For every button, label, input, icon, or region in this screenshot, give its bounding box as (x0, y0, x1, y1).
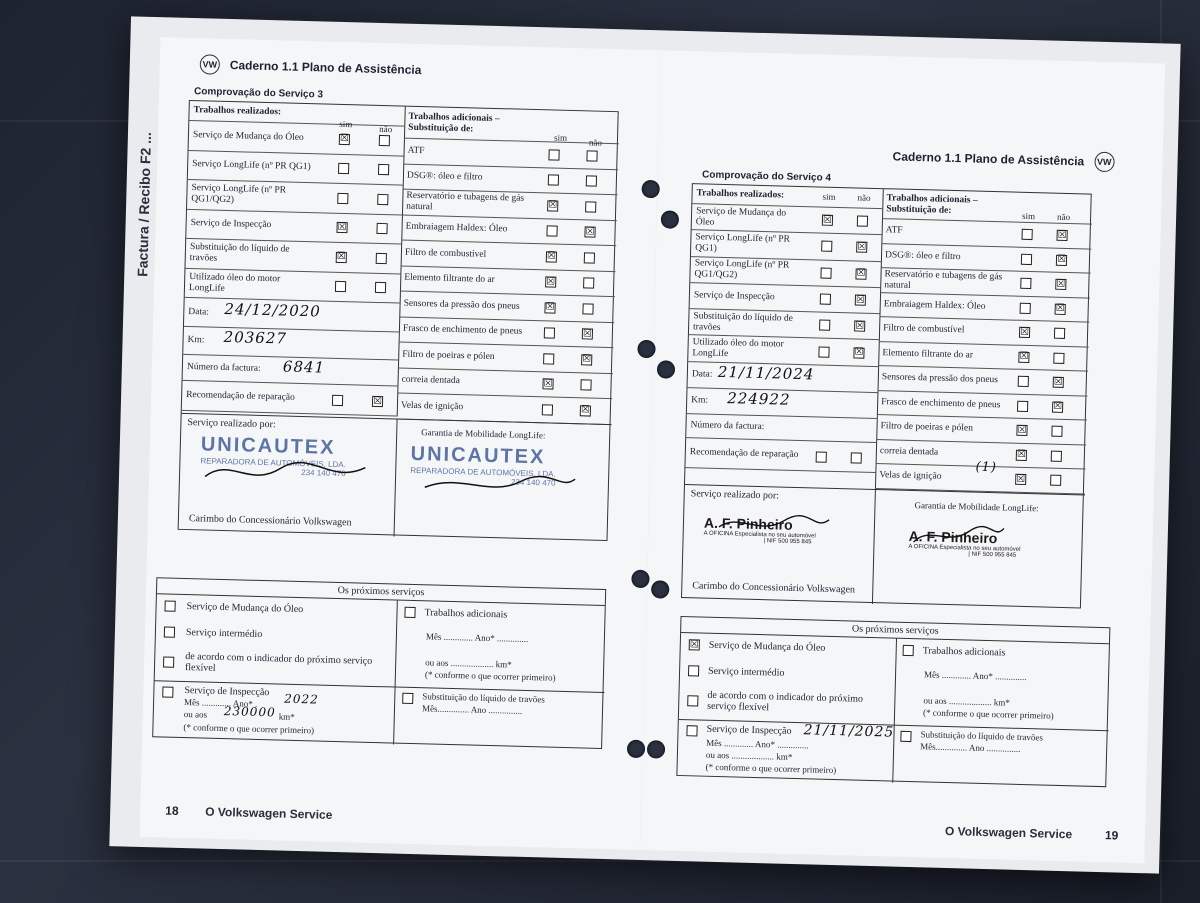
punch-hole (661, 210, 679, 228)
next-insp-checkbox[interactable] (162, 686, 173, 697)
col-adicionais-header: Trabalhos adicionais – Substituição de: (404, 107, 620, 145)
right-next-liq-checkbox[interactable] (900, 731, 911, 742)
velas-note: (1) (975, 459, 998, 476)
left-service-table (178, 100, 619, 541)
side-label: Factura / Recibo F2 ... (134, 131, 155, 277)
km-value: 203627 (223, 327, 288, 348)
right-additional-nao-checkbox[interactable]: ☒ (1057, 229, 1067, 241)
right-additional-label: Reservatório e tubagens de gás natural (884, 268, 1003, 291)
additional-nao-checkbox[interactable] (585, 201, 596, 212)
next-adic-label: Trabalhos adicionais (424, 607, 508, 621)
next-liq-checkbox[interactable] (402, 693, 413, 704)
additional-sim-checkbox[interactable]: ☒ (548, 199, 558, 211)
next-insp-mes: Mês ............. Ano* . (183, 697, 258, 709)
left-page (134, 37, 661, 850)
right-next-inter-checkbox[interactable] (688, 665, 699, 676)
adic-nao-header: não (588, 137, 603, 148)
additional-label: DSG®: óleo e filtro (406, 170, 483, 183)
left-signature-1 (200, 451, 371, 495)
right-page (644, 50, 1165, 863)
additional-label: Filtro de combustível (404, 247, 487, 260)
col-sim-header: sim (339, 118, 353, 130)
additional-sim-checkbox[interactable] (543, 353, 554, 364)
next-insp-ou: ou aos (183, 709, 208, 720)
right-additional-nao-checkbox[interactable]: ☒ (1053, 400, 1063, 413)
punch-hole (647, 740, 665, 758)
right-additional-label: correia dentada (879, 445, 939, 458)
next-oleo-label: Serviço de Mudança do Óleo (186, 601, 304, 616)
left-next-services (152, 577, 606, 749)
recom-sim-checkbox[interactable] (332, 395, 343, 406)
work-nao-checkbox[interactable] (376, 223, 387, 234)
right-additional-nao-checkbox[interactable] (1050, 475, 1061, 486)
right-work-label: Serviço LongLife (nº PR QG1/QG2) (694, 258, 790, 281)
right-next-adic-conforme: (* conforme o que ocorrer primeiro) (922, 707, 1054, 721)
right-next-insp-date-hw: 21/11/2025 (803, 722, 895, 741)
additional-label: Frasco de enchimento de pneus (402, 323, 523, 337)
additional-nao-checkbox[interactable]: ☒ (582, 328, 593, 340)
right-additional-label: Embraiagem Haldex: Óleo (883, 298, 986, 312)
additional-sim-checkbox[interactable]: ☒ (545, 301, 555, 313)
right-additional-nao-checkbox[interactable]: ☒ (1055, 302, 1065, 315)
right-additional-nao-checkbox[interactable] (1051, 426, 1062, 437)
next-adic-ou: ou aos ................... km* (425, 657, 512, 670)
right-work-nao-checkbox[interactable]: ☒ (854, 346, 864, 358)
col-trabalhos-header: Trabalhos realizados: (189, 101, 404, 127)
factura-value: 6841 (282, 357, 326, 377)
additional-label: Velas de ignição (400, 400, 464, 412)
work-label: Serviço de Inspecção (190, 218, 272, 231)
additional-label: Embraiagem Haldex: Óleo (405, 221, 508, 235)
right-next-services (676, 616, 1110, 787)
left-page-number: 18 (165, 803, 179, 818)
right-footer: O Volkswagen Service (944, 823, 1073, 842)
right-work-sim-checkbox[interactable]: ☒ (822, 214, 833, 226)
right-additional-sim-checkbox[interactable]: ☒ (1017, 424, 1027, 436)
right-work-nao-checkbox[interactable]: ☒ (857, 241, 867, 253)
right-work-label: Serviço LongLife (nº PR QG1) (695, 232, 791, 254)
right-signature-1 (714, 507, 835, 540)
punch-hole (657, 360, 675, 378)
left-carimbo: Carimbo do Concessionário Volkswagen (188, 513, 352, 529)
right-header (892, 146, 1114, 172)
next-flex-label: de acordo com o indicador do próximo serviço flexível (184, 651, 373, 674)
right-additional-label: Filtro de combustível (883, 323, 965, 336)
right-next-liq-label: Substituição do líquido de travões (920, 729, 1044, 743)
vw-logo-icon: VW (1094, 152, 1115, 173)
additional-sim-checkbox[interactable] (542, 404, 553, 415)
right-additional-label: Sensores da pressão dos pneus (881, 372, 999, 386)
right-work-nao-checkbox[interactable]: ☒ (855, 320, 865, 332)
additional-nao-checkbox[interactable] (580, 380, 591, 391)
work-sim-checkbox[interactable] (335, 281, 346, 292)
additional-nao-checkbox[interactable]: ☒ (580, 404, 591, 416)
right-data-row: Data: (688, 362, 879, 393)
right-next-oleo-label: Serviço de Mudança do Óleo (708, 639, 826, 654)
right-additional-sim-checkbox[interactable] (1018, 376, 1029, 387)
right-next-oleo-checkbox[interactable]: ☒ (689, 638, 699, 650)
right-next-adic-ou: ou aos ................... km* (923, 695, 1011, 708)
additional-nao-checkbox[interactable] (583, 278, 594, 289)
right-work-sim-checkbox[interactable] (819, 320, 830, 331)
right-next-insp-conforme: (* conforme o que ocorrer primeiro) (705, 761, 837, 776)
right-stamp-1: A. F. Pinheiro A OFICINA Especialista no seu automóvel | NIF 500 955 845 (703, 514, 816, 546)
right-next-inter-label: Serviço intermédio (707, 665, 785, 679)
work-row (185, 268, 401, 303)
right-work-sim-checkbox[interactable] (820, 294, 831, 305)
right-additional-nao-checkbox[interactable]: ☒ (1053, 376, 1063, 388)
recom-nao-checkbox[interactable]: ☒ (372, 395, 383, 407)
next-adic-checkbox[interactable] (404, 607, 415, 618)
work-sim-checkbox[interactable]: ☒ (339, 133, 350, 145)
work-nao-checkbox[interactable] (376, 253, 387, 264)
right-work-nao-checkbox[interactable] (857, 216, 868, 227)
right-signature-2 (908, 520, 1009, 553)
data-value: 24/12/2020 (224, 299, 322, 321)
right-next-insp-checkbox[interactable] (686, 725, 697, 736)
next-oleo-checkbox[interactable] (164, 600, 175, 611)
additional-sim-checkbox[interactable] (548, 175, 559, 186)
right-service-table (681, 183, 1092, 608)
work-label: Serviço LongLife (nº PR QG1/QG2) (191, 183, 287, 206)
work-label: Substituição do líquido de travões (189, 242, 290, 264)
right-recom-row: Recomendação de reparação (685, 438, 876, 473)
right-next-liq-mes: Mês.............. Ano ............... (920, 741, 1021, 754)
additional-label: Sensores da pressão dos pneus (403, 298, 520, 312)
next-insp-km-hw: 230000 (223, 704, 276, 720)
additional-sim-checkbox[interactable]: ☒ (546, 250, 557, 262)
work-sim-checkbox[interactable]: ☒ (336, 251, 346, 263)
adic-sim-header: sim (553, 132, 568, 143)
right-data-value: 21/11/2024 (717, 362, 815, 384)
left-signature-2 (420, 467, 581, 501)
right-additional-sim-checkbox[interactable] (1020, 278, 1031, 289)
additional-sim-checkbox[interactable] (548, 149, 559, 160)
left-header (200, 54, 422, 80)
right-adic-nao-header: não (1056, 211, 1071, 223)
additional-sim-checkbox[interactable] (546, 226, 557, 237)
right-additional-label: DSG®: óleo e filtro (884, 249, 961, 262)
recom-row: Recomendação de reparação (182, 381, 398, 417)
work-nao-checkbox[interactable] (377, 194, 388, 205)
right-work-sim-checkbox[interactable] (818, 346, 829, 357)
right-carimbo: Carimbo do Concessionário Volkswagen (692, 580, 856, 596)
next-liq-label: Substituição do líquido de travões (422, 691, 545, 705)
next-insp-label: Serviço de Inspecção (184, 685, 270, 699)
right-adic-sim-header: sim (1021, 210, 1036, 222)
additional-sim-checkbox[interactable]: ☒ (543, 378, 553, 390)
right-work-nao-checkbox[interactable]: ☒ (855, 294, 866, 306)
work-nao-checkbox[interactable] (379, 135, 390, 146)
work-sim-checkbox[interactable]: ☒ (337, 221, 347, 233)
right-work-label: Serviço de Mudança do Óleo (695, 205, 787, 228)
col-nao-header: não (379, 123, 393, 135)
left-header-title: Caderno 1.1 Plano de Assistência (229, 58, 422, 78)
additional-nao-checkbox[interactable] (582, 303, 593, 314)
right-col-sim-header: sim (822, 191, 836, 202)
additional-label: Reservatório e tubagens de gás natural (406, 190, 525, 213)
right-page-number: 19 (1104, 828, 1119, 843)
right-next-adic-mes: Mês ............. Ano* .............. (923, 669, 1027, 683)
right-next-adic-checkbox[interactable] (903, 645, 914, 656)
right-work-sim-checkbox[interactable] (820, 267, 831, 278)
additional-nao-checkbox[interactable]: ☒ (582, 353, 592, 365)
right-additional-nao-checkbox[interactable]: ☒ (1056, 278, 1066, 290)
additional-sim-checkbox[interactable]: ☒ (546, 276, 556, 288)
right-next-insp-mes: Mês ............. Ano* .............. (706, 737, 809, 751)
right-additional-sim-checkbox[interactable] (1017, 400, 1028, 411)
work-nao-checkbox[interactable] (378, 164, 389, 175)
additional-nao-checkbox[interactable] (586, 150, 597, 161)
left-stamp-1: UNICAUTEX REPARADORA DE AUTOMÓVEIS, LDA. 234 140 470 (200, 433, 347, 479)
right-col-adicionais-header: Trabalhos adicionais – Substituição de: (882, 189, 1093, 224)
additional-label: ATF (407, 145, 425, 156)
right-additional-label: ATF (885, 225, 903, 236)
right-work-label: Utilizado óleo do motor LongLife (692, 337, 784, 360)
additional-label: correia dentada (401, 374, 461, 387)
next-insp-ano-hw: 2022 (284, 691, 319, 707)
right-next-insp-ou: ou aos ................... km* (705, 749, 793, 762)
vw-logo-icon: VW (200, 54, 221, 75)
right-work-label: Substituição do líquido de travões (692, 311, 793, 333)
additional-nao-checkbox[interactable]: ☒ (585, 226, 595, 238)
right-additional-nao-checkbox[interactable] (1054, 328, 1065, 339)
next-inter-label: Serviço intermédio (185, 627, 263, 641)
left-subtitle: Comprovação do Serviço 3 (193, 86, 324, 101)
factura-row: Número da factura: (183, 355, 399, 387)
service-booklet (109, 16, 1180, 873)
right-km-value: 224922 (727, 389, 791, 409)
additional-nao-checkbox[interactable] (586, 176, 597, 187)
right-additional-nao-checkbox[interactable] (1053, 352, 1064, 363)
right-additional-sim-checkbox[interactable]: ☒ (1016, 473, 1026, 485)
work-label: Serviço de Mudança do Óleo (192, 129, 304, 143)
right-additional-label: Velas de ignição (879, 470, 942, 483)
next-flex-checkbox[interactable] (163, 656, 174, 667)
right-additional-sim-checkbox[interactable]: ☒ (1016, 448, 1027, 461)
right-next-insp-label: Serviço de Inspecção (706, 723, 792, 737)
right-servico-realizado: Serviço realizado por: (690, 488, 780, 502)
right-additional-nao-checkbox[interactable]: ☒ (1056, 253, 1067, 266)
left-garantia: Garantia de Mobilidade LongLife: (421, 427, 546, 441)
right-header-title: Caderno 1.1 Plano de Assistência (892, 149, 1085, 169)
right-additional-label: Filtro de poeiras e pólen (880, 421, 974, 434)
next-adic-mes: Mês ............. Ano* .............. (425, 631, 529, 645)
next-insp-km: km* (278, 711, 295, 722)
punch-hole (651, 580, 669, 598)
right-work-label: Serviço de Inspecção (693, 290, 775, 303)
km-row: Km: (183, 327, 399, 361)
work-nao-checkbox[interactable] (375, 282, 386, 293)
right-subtitle: Comprovação do Serviço 4 (701, 169, 832, 184)
right-work-nao-checkbox[interactable]: ☒ (856, 267, 866, 279)
left-stamp-2: UNICAUTEX REPARADORA DE AUTOMÓVEIS, LDA. 234 140 470 (410, 442, 556, 488)
additional-sim-checkbox[interactable] (544, 328, 555, 339)
right-work-sim-checkbox[interactable] (821, 241, 832, 252)
right-factura-row: Número da factura: (686, 414, 877, 443)
right-next-flex-checkbox[interactable] (687, 695, 698, 706)
additional-label: Filtro de poeiras e pólen (402, 349, 495, 362)
right-stamp-2: A. F. Pinheiro A OFICINA Especialista no seu automóvel | NIF 500 955 845 (908, 527, 1021, 559)
right-next-adic-label: Trabalhos adicionais (922, 645, 1006, 659)
right-additional-sim-checkbox[interactable]: ☒ (1019, 326, 1030, 338)
work-sim-checkbox[interactable] (338, 163, 349, 174)
work-sim-checkbox[interactable] (337, 193, 348, 204)
work-label: Utilizado óleo do motor LongLife (188, 271, 281, 294)
right-col-nao-header: não (857, 192, 871, 203)
right-additional-sim-checkbox[interactable] (1021, 254, 1032, 265)
next-insp-conforme: (* conforme o que ocorrer primeiro) (183, 722, 315, 736)
left-footer: O Volkswagen Service (205, 804, 333, 822)
data-row: Data: (184, 299, 400, 333)
right-additional-sim-checkbox[interactable] (1021, 229, 1032, 240)
right-recom-nao-checkbox[interactable] (851, 452, 862, 463)
left-servico-realizado: Serviço realizado por: (187, 417, 276, 431)
right-next-flex-label: de acordo com o indicador do próximo serviço flexível (707, 689, 864, 714)
right-col-trabalhos-header: Trabalhos realizados: (692, 184, 882, 209)
right-additional-sim-checkbox[interactable]: ☒ (1019, 351, 1029, 363)
work-label: Serviço LongLife (nº PR QG1) (192, 159, 311, 173)
next-inter-checkbox[interactable] (164, 626, 175, 637)
additional-label: Elemento filtrante do ar (404, 272, 495, 286)
left-next-title: Os próximos serviços (157, 578, 605, 606)
next-liq-mes: Mês.............. Ano ............... (421, 703, 523, 716)
right-additional-label: Frasco de enchimento de pneus (881, 396, 1001, 411)
right-additional-nao-checkbox[interactable] (1051, 450, 1062, 461)
right-garantia: Garantia de Mobilidade LongLife: (914, 500, 1039, 514)
additional-nao-checkbox[interactable] (584, 252, 595, 263)
right-additional-sim-checkbox[interactable] (1020, 303, 1031, 314)
next-adic-conforme: (* conforme o que ocorrer primeiro) (424, 669, 556, 683)
right-additional-label: Elemento filtrante do ar (882, 347, 974, 361)
right-next-title: Os próximos serviços (681, 617, 1109, 644)
right-recom-sim-checkbox[interactable] (816, 451, 827, 462)
right-km-row: Km: (687, 388, 878, 419)
